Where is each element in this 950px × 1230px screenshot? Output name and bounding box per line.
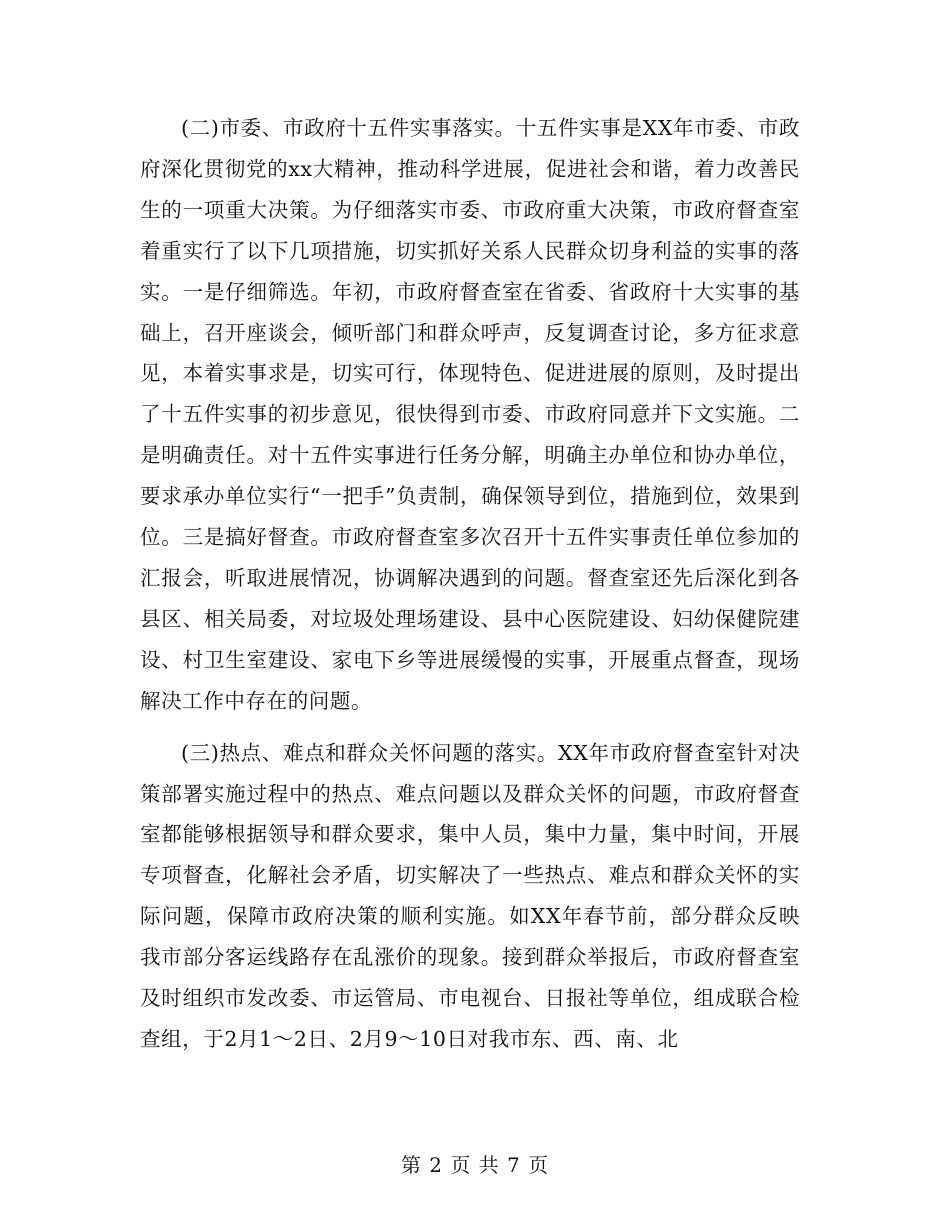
- paragraph-section-2: (二)市委、市政府十五件实事落实。十五件实事是XX年市委、市政府深化贯彻党的xx大精神，推动科学进展，促进社会和谐，着力改善民生的一项重大决策。为仔细落实市委、市政府重大决策，市政府督查室着重实行了以下几项措施，切实抓好关系人民群众切身利益的实事的落实。一是仔细筛选。年初，市政府督查室在省委、省政府十大实事的基础上，召开座谈会，倾听部门和群众呼声，反复调查讨论，多方征求意见，本着实事求是，切实可行，体现特色、促进进展的原则，及时提出了十五件实事的初步意见，很快得到市委、市政府同意并下文实施。二是明确责任。对十五件实事进行任务分解，明确主办单位和协办单位，要求承办单位实行“一把手”负责制，确保领导到位，措施到位，效果到位。三是搞好督查。市政府督查室多次召开十五件实事责任单位参加的汇报会，听取进展情况，协调解决遇到的问题。督查室还先后深化到各县区、相关局委，对垃圾处理场建设、县中心医院建设、妇幼保健院建设、村卫生室建设、家电下乡等进展缓慢的实事，开展重点督查，现场解决工作中存在的问题。: [140, 116, 800, 713]
- paragraph-section-3: (三)热点、难点和群众关怀问题的落实。XX年市政府督查室针对决策部署实施过程中的热点、难点问题以及群众关怀的问题，市政府督查室都能够根据领导和群众要求，集中人员，集中力量，集中时间，开展专项督查，化解社会矛盾，切实解决了一些热点、难点和群众关怀的实际问题，保障市政府决策的顺利实施。如XX年春节前，部分群众反映我市部分客运线路存在乱涨价的现象。接到群众举报后，市政府督查室及时组织市发改委、市运管局、市电视台、日报社等单位，组成联合检查组，于2月1～2日、2月9～10日对我市东、西、南、北: [140, 740, 800, 1051]
- page-number-footer: 第 2 页 共 7 页: [400, 1153, 550, 1177]
- document-body: [140, 108, 800, 1060]
